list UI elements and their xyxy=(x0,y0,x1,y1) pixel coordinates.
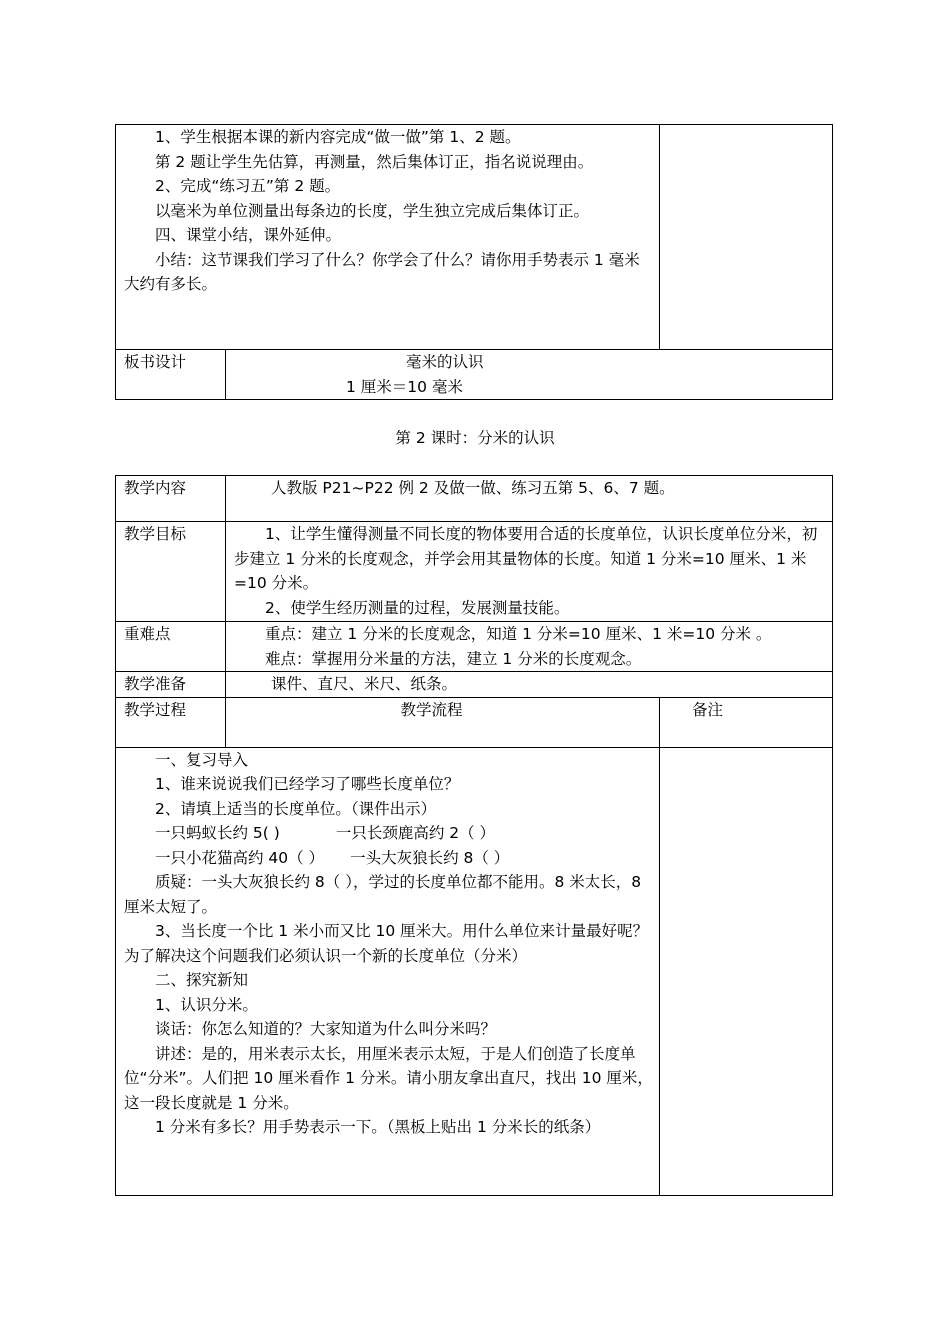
blank-item: 一只小花猫高约 40（ ） xyxy=(155,848,325,867)
process-line xyxy=(124,821,655,846)
lesson2-process-cell xyxy=(116,747,660,1195)
process-line: 1、学生根据本课的新内容完成“做一做”第 1、2 题。 xyxy=(155,128,521,146)
goal-label: 教学目标 xyxy=(116,522,226,622)
process-line: 以毫米为单位测量出每条边的长度，学生独立完成后集体订正。 xyxy=(155,201,590,220)
goal-line: 1、让学生懂得测量不同长度的物体要用合适的长度单位，认识长度单位分米，初步建立 1 分米的长度观念，并学会用其量物体的长度。知道 1 分米=10 厘米、1 米=10 分米。 xyxy=(234,525,818,592)
lesson2-note-cell xyxy=(660,747,833,1195)
process-label: 教学过程 xyxy=(116,697,226,747)
blank-item: 一只蚂蚁长约 5( ) xyxy=(155,824,280,842)
lesson1-process-cell xyxy=(116,125,660,350)
process-line: 二、探究新知 xyxy=(155,971,249,989)
key-cell xyxy=(226,622,833,672)
flow-label: 教学流程 xyxy=(226,697,660,747)
lesson1-table xyxy=(115,124,833,400)
process-line: 质疑：一头大灰狼长约 8（ ），学过的长度单位都不能用。8 米太长，8 厘米太短了。 xyxy=(124,873,642,916)
process-line: 1 分米有多长？用手势表示一下。（黑板上贴出 1 分米长的纸条） xyxy=(155,1118,601,1136)
process-line: 2、请填上适当的长度单位。（课件出示） xyxy=(155,799,437,818)
process-line: 第 2 题让学生先估算，再测量，然后集体订正，指名说说理由。 xyxy=(155,152,594,171)
process-line: 2、完成“练习五”第 2 题。 xyxy=(155,177,341,195)
prep-label: 教学准备 xyxy=(116,672,226,698)
key-line: 难点：掌握用分米量的方法，建立 1 分米的长度观念。 xyxy=(265,649,642,668)
goal-line: 2、使学生经历测量的过程，发展测量技能。 xyxy=(265,598,570,617)
board-design-label: 板书设计 xyxy=(116,350,226,400)
process-line: 1、谁来说说我们已经学习了哪些长度单位？ xyxy=(155,775,460,793)
board-design-cell xyxy=(226,350,833,400)
process-line: 3、当长度一个比 1 米小而又比 10 厘米大。用什么单位来计量最好呢？ 为了解决这个问题我们必须认识一个新的长度单位（分米） xyxy=(124,922,649,965)
prep-value: 课件、直尺、米尺、纸条。 xyxy=(226,672,833,698)
lesson2-table xyxy=(115,475,833,1196)
key-label: 重难点 xyxy=(116,622,226,672)
blank-item: 一只长颈鹿高约 2（ ） xyxy=(335,824,496,842)
process-line: 谈话：你怎么知道的？大家知道为什么叫分米吗？ xyxy=(155,1020,497,1038)
note-label: 备注 xyxy=(660,697,833,747)
section-title: 第 2 课时：分米的认识 xyxy=(395,429,555,447)
lesson1-note-cell xyxy=(660,125,833,350)
process-line: 四、课堂小结，课外延伸。 xyxy=(155,226,342,244)
content-value: 人教版 P21~P22 例 2 及做一做、练习五第 5、6、7 题。 xyxy=(226,476,833,522)
blank-item: 一头大灰狼长约 8（ ） xyxy=(350,848,510,867)
key-line: 重点：建立 1 分米的长度观念，知道 1 分米=10 厘米、1 米=10 分米 。 xyxy=(265,625,772,643)
content-label: 教学内容 xyxy=(116,476,226,522)
process-line: 小结：这节课我们学习了什么？你学会了什么？请你用手势表示 1 毫米大约有多长。 xyxy=(124,250,640,293)
process-line: 讲述：是的，用米表示太长，用厘米表示太短，于是人们创造了长度单位“分米”。人们把 10 厘米看作 1 分米。请小朋友拿出直尺，找出 10 厘米，这一段长度就是 1 分米。 xyxy=(124,1044,653,1112)
process-line: 一、复习导入 xyxy=(155,750,249,769)
goal-cell xyxy=(226,522,833,622)
board-line-1: 毫米的认识 xyxy=(406,353,484,371)
process-line: 1、认识分米。 xyxy=(155,995,258,1014)
board-line-2: 1 厘米＝10 毫米 xyxy=(346,377,463,396)
process-line xyxy=(124,846,655,871)
